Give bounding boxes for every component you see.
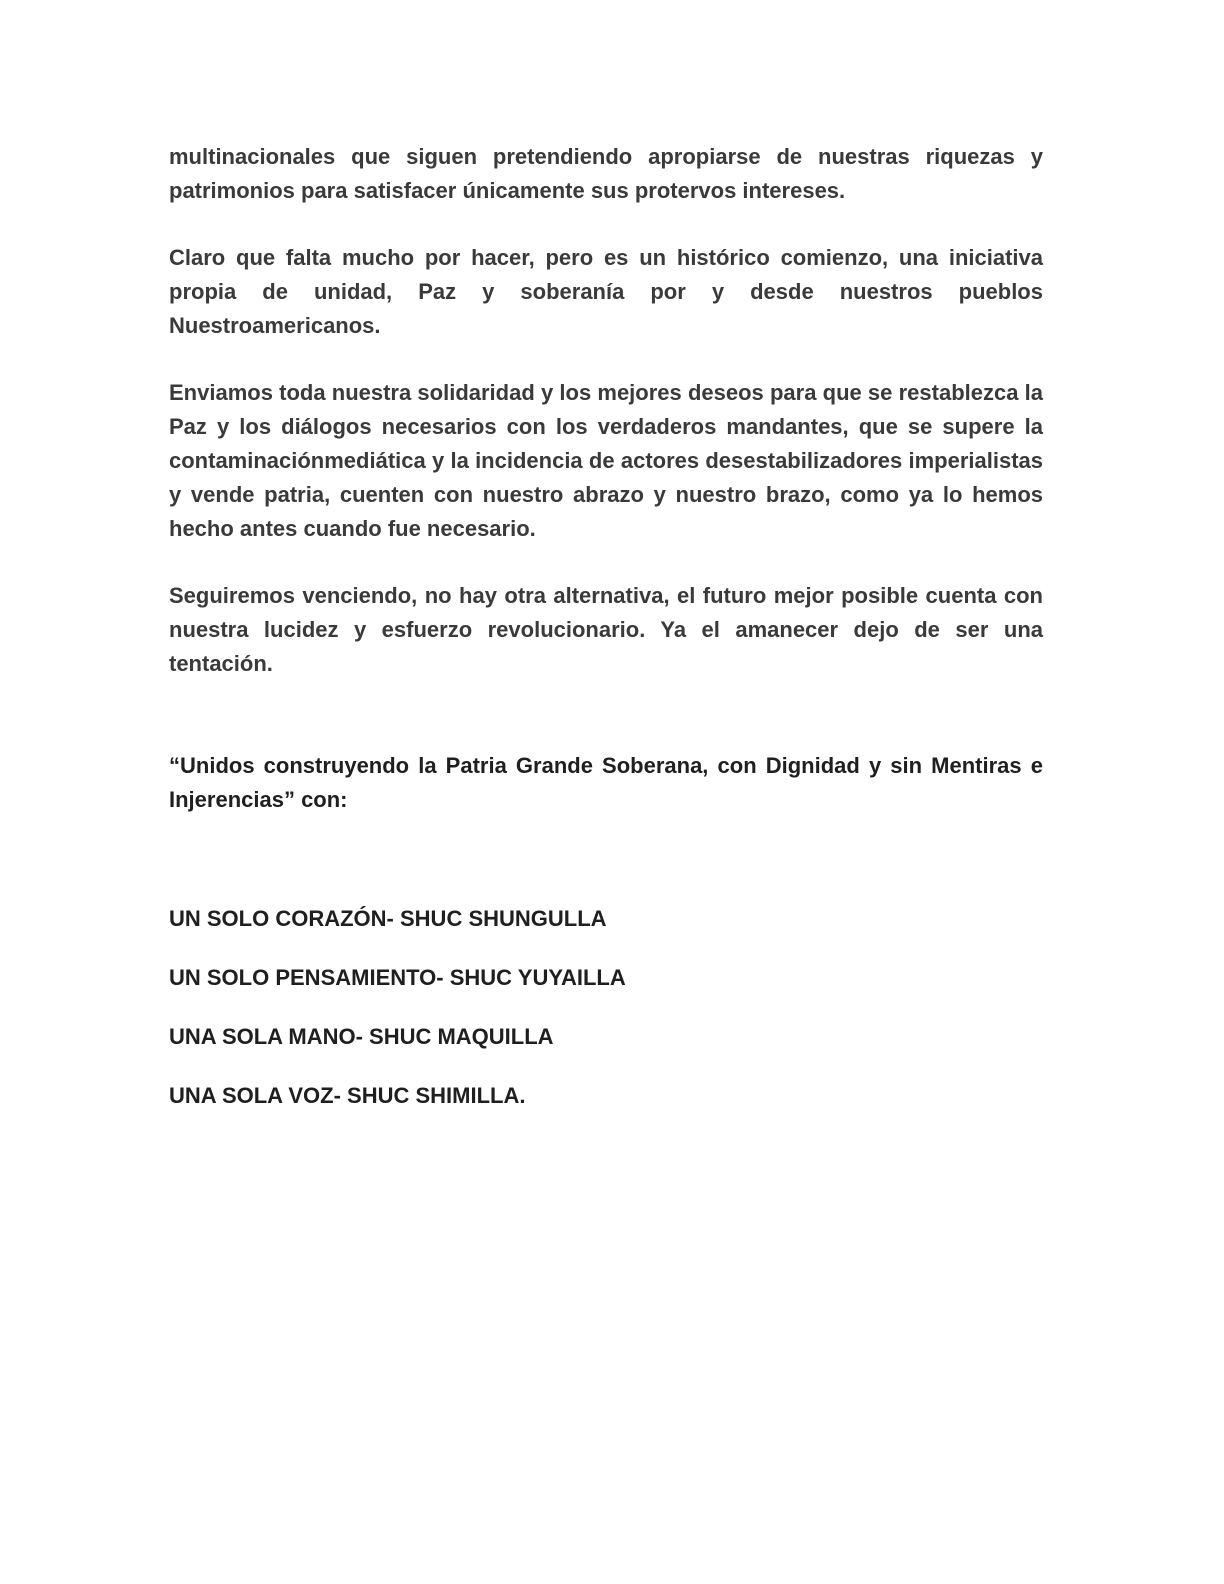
slogan-mano: UNA SOLA MANO- SHUC MAQUILLA bbox=[169, 1024, 554, 1049]
paragraph-seguiremos-venciendo: Seguiremos venciendo, no hay otra alternativa, el futuro mejor posible cuenta con nuestra lucidez y esfuerzo revolucionario. Ya el amanecer dejo de ser una tentación. bbox=[169, 583, 1043, 676]
document-page bbox=[169, 140, 1043, 1138]
paragraph-multinacionales: multinacionales que siguen pretendiendo apropiarse de nuestras riquezas y patrimonios para satisfacer únicamente sus protervos intereses. bbox=[169, 144, 1043, 203]
paragraph-enviamos-solidaridad: Enviamos toda nuestra solidaridad y los mejores deseos para que se restablezca la Paz y los diálogos necesarios con los verdaderos mandantes, que se supere la contaminaciónmediática y la incidencia de actores desestabilizadores imperialistas y vende patria, cuenten con nuestro abrazo y nuestro brazo, como ya lo hemos hecho antes cuando fue necesario. bbox=[169, 380, 1043, 541]
slogan-corazon: UN SOLO CORAZÓN- SHUC SHUNGULLA bbox=[169, 906, 607, 931]
slogan-pensamiento: UN SOLO PENSAMIENTO- SHUC YUYAILLA bbox=[169, 965, 626, 990]
slogan-voz: UNA SOLA VOZ- SHUC SHIMILLA. bbox=[169, 1083, 526, 1108]
paragraph-claro-que-falta: Claro que falta mucho por hacer, pero es un histórico comienzo, una iniciativa propia de unidad, Paz y soberanía por y desde nuestros pueblos Nuestroamericanos. bbox=[169, 245, 1043, 338]
quote-unidos-construyendo: “Unidos construyendo la Patria Grande Soberana, con Dignidad y sin Mentiras e Injerencias” con: bbox=[169, 753, 1043, 812]
